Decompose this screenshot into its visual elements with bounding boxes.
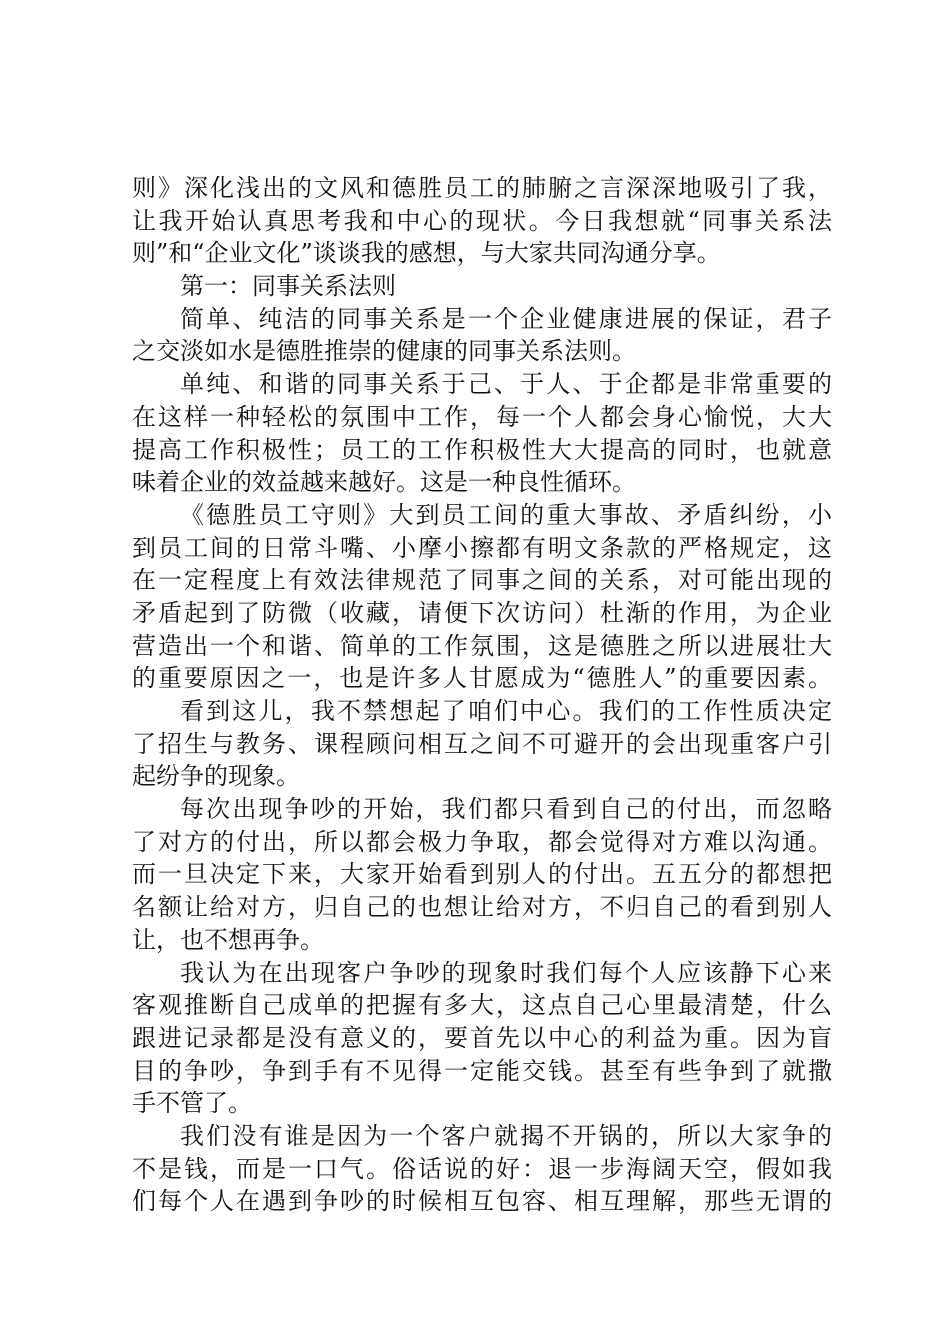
text-line: 则》深化浅出的文风和德胜员工的肺腑之言深深地吸引了我， bbox=[132, 174, 832, 202]
text-line: 不是钱，而是一口气。俗话说的好：退一步海阔天空，假如我 bbox=[132, 1154, 832, 1183]
text-line: 让，也不想再争。 bbox=[132, 925, 324, 954]
text-line: 目的争吵，争到手有不见得一定能交钱。甚至有些争到了就撒 bbox=[132, 1056, 832, 1085]
document-body bbox=[132, 172, 832, 1218]
text-line: 了招生与教务、课程顾问相互之间不可避开的会出现重客户引 bbox=[132, 729, 832, 758]
text-line: 味着企业的效益越来越好。这是一种良性循环。 bbox=[132, 468, 636, 497]
text-line: 的重要原因之一，也是许多人甘愿成为“德胜人”的重要因素。 bbox=[132, 664, 832, 693]
text-line: 了对方的付出，所以都会极力争取，都会觉得对方难以沟通。 bbox=[132, 827, 832, 856]
text-line: 单纯、和谐的同事关系于己、于人、于企都是非常重要的 bbox=[180, 370, 832, 399]
text-line: 而一旦决定下来，大家开始看到别人的付出。五五分的都想把 bbox=[132, 860, 832, 889]
text-line: 客观推断自己成单的把握有多大，这点自己心里最清楚，什么 bbox=[132, 991, 832, 1020]
text-line: 们每个人在遇到争吵的时候相互包容、相互理解，那些无谓的 bbox=[132, 1187, 832, 1216]
text-line: 让我开始认真思考我和中心的现状。今日我想就“同事关系法 bbox=[132, 206, 832, 235]
text-line: 看到这儿，我不禁想起了咱们中心。我们的工作性质决定 bbox=[180, 697, 832, 725]
text-line: 矛盾起到了防微（收藏，请便下次访问）杜渐的作用，为企业 bbox=[132, 598, 832, 627]
text-line: 则”和“企业文化”谈谈我的感想，与大家共同沟通分享。 bbox=[132, 239, 721, 268]
text-line: 之交淡如水是德胜推崇的健康的同事关系法则。 bbox=[132, 337, 636, 366]
text-line: 提高工作积极性；员工的工作积极性大大提高的同时，也就意 bbox=[132, 435, 832, 464]
text-line: 到员工间的日常斗嘴、小摩小擦都有明文条款的严格规定，这 bbox=[132, 533, 832, 562]
text-line: 简单、纯洁的同事关系是一个企业健康进展的保证，君子 bbox=[180, 304, 832, 333]
text-line: 手不管了。 bbox=[132, 1089, 252, 1118]
text-line: 我们没有谁是因为一个客户就揭不开锅的，所以大家争的 bbox=[180, 1121, 832, 1150]
text-line: 营造出一个和谐、简单的工作氛围，这是德胜之所以进展壮大 bbox=[132, 631, 832, 660]
text-line: 《德胜员工守则》大到员工间的重大事故、矛盾纠纷，小 bbox=[180, 500, 832, 529]
text-line: 每次出现争吵的开始，我们都只看到自己的付出，而忽略 bbox=[180, 795, 832, 824]
text-line: 跟进记录都是没有意义的，要首先以中心的利益为重。因为盲 bbox=[132, 1023, 832, 1052]
text-line: 名额让给对方，归自己的也想让给对方，不归自己的看到别人 bbox=[132, 893, 832, 922]
text-line: 我认为在出现客户争吵的现象时我们每个人应该静下心来 bbox=[180, 958, 832, 987]
section-heading: 第一：同事关系法则 bbox=[180, 272, 396, 301]
text-line: 起纷争的现象。 bbox=[132, 762, 300, 791]
text-line: 在一定程度上有效法律规范了同事之间的关系，对可能出现的 bbox=[132, 566, 832, 595]
text-line: 在这样一种轻松的氛围中工作，每一个人都会身心愉悦，大大 bbox=[132, 402, 832, 431]
